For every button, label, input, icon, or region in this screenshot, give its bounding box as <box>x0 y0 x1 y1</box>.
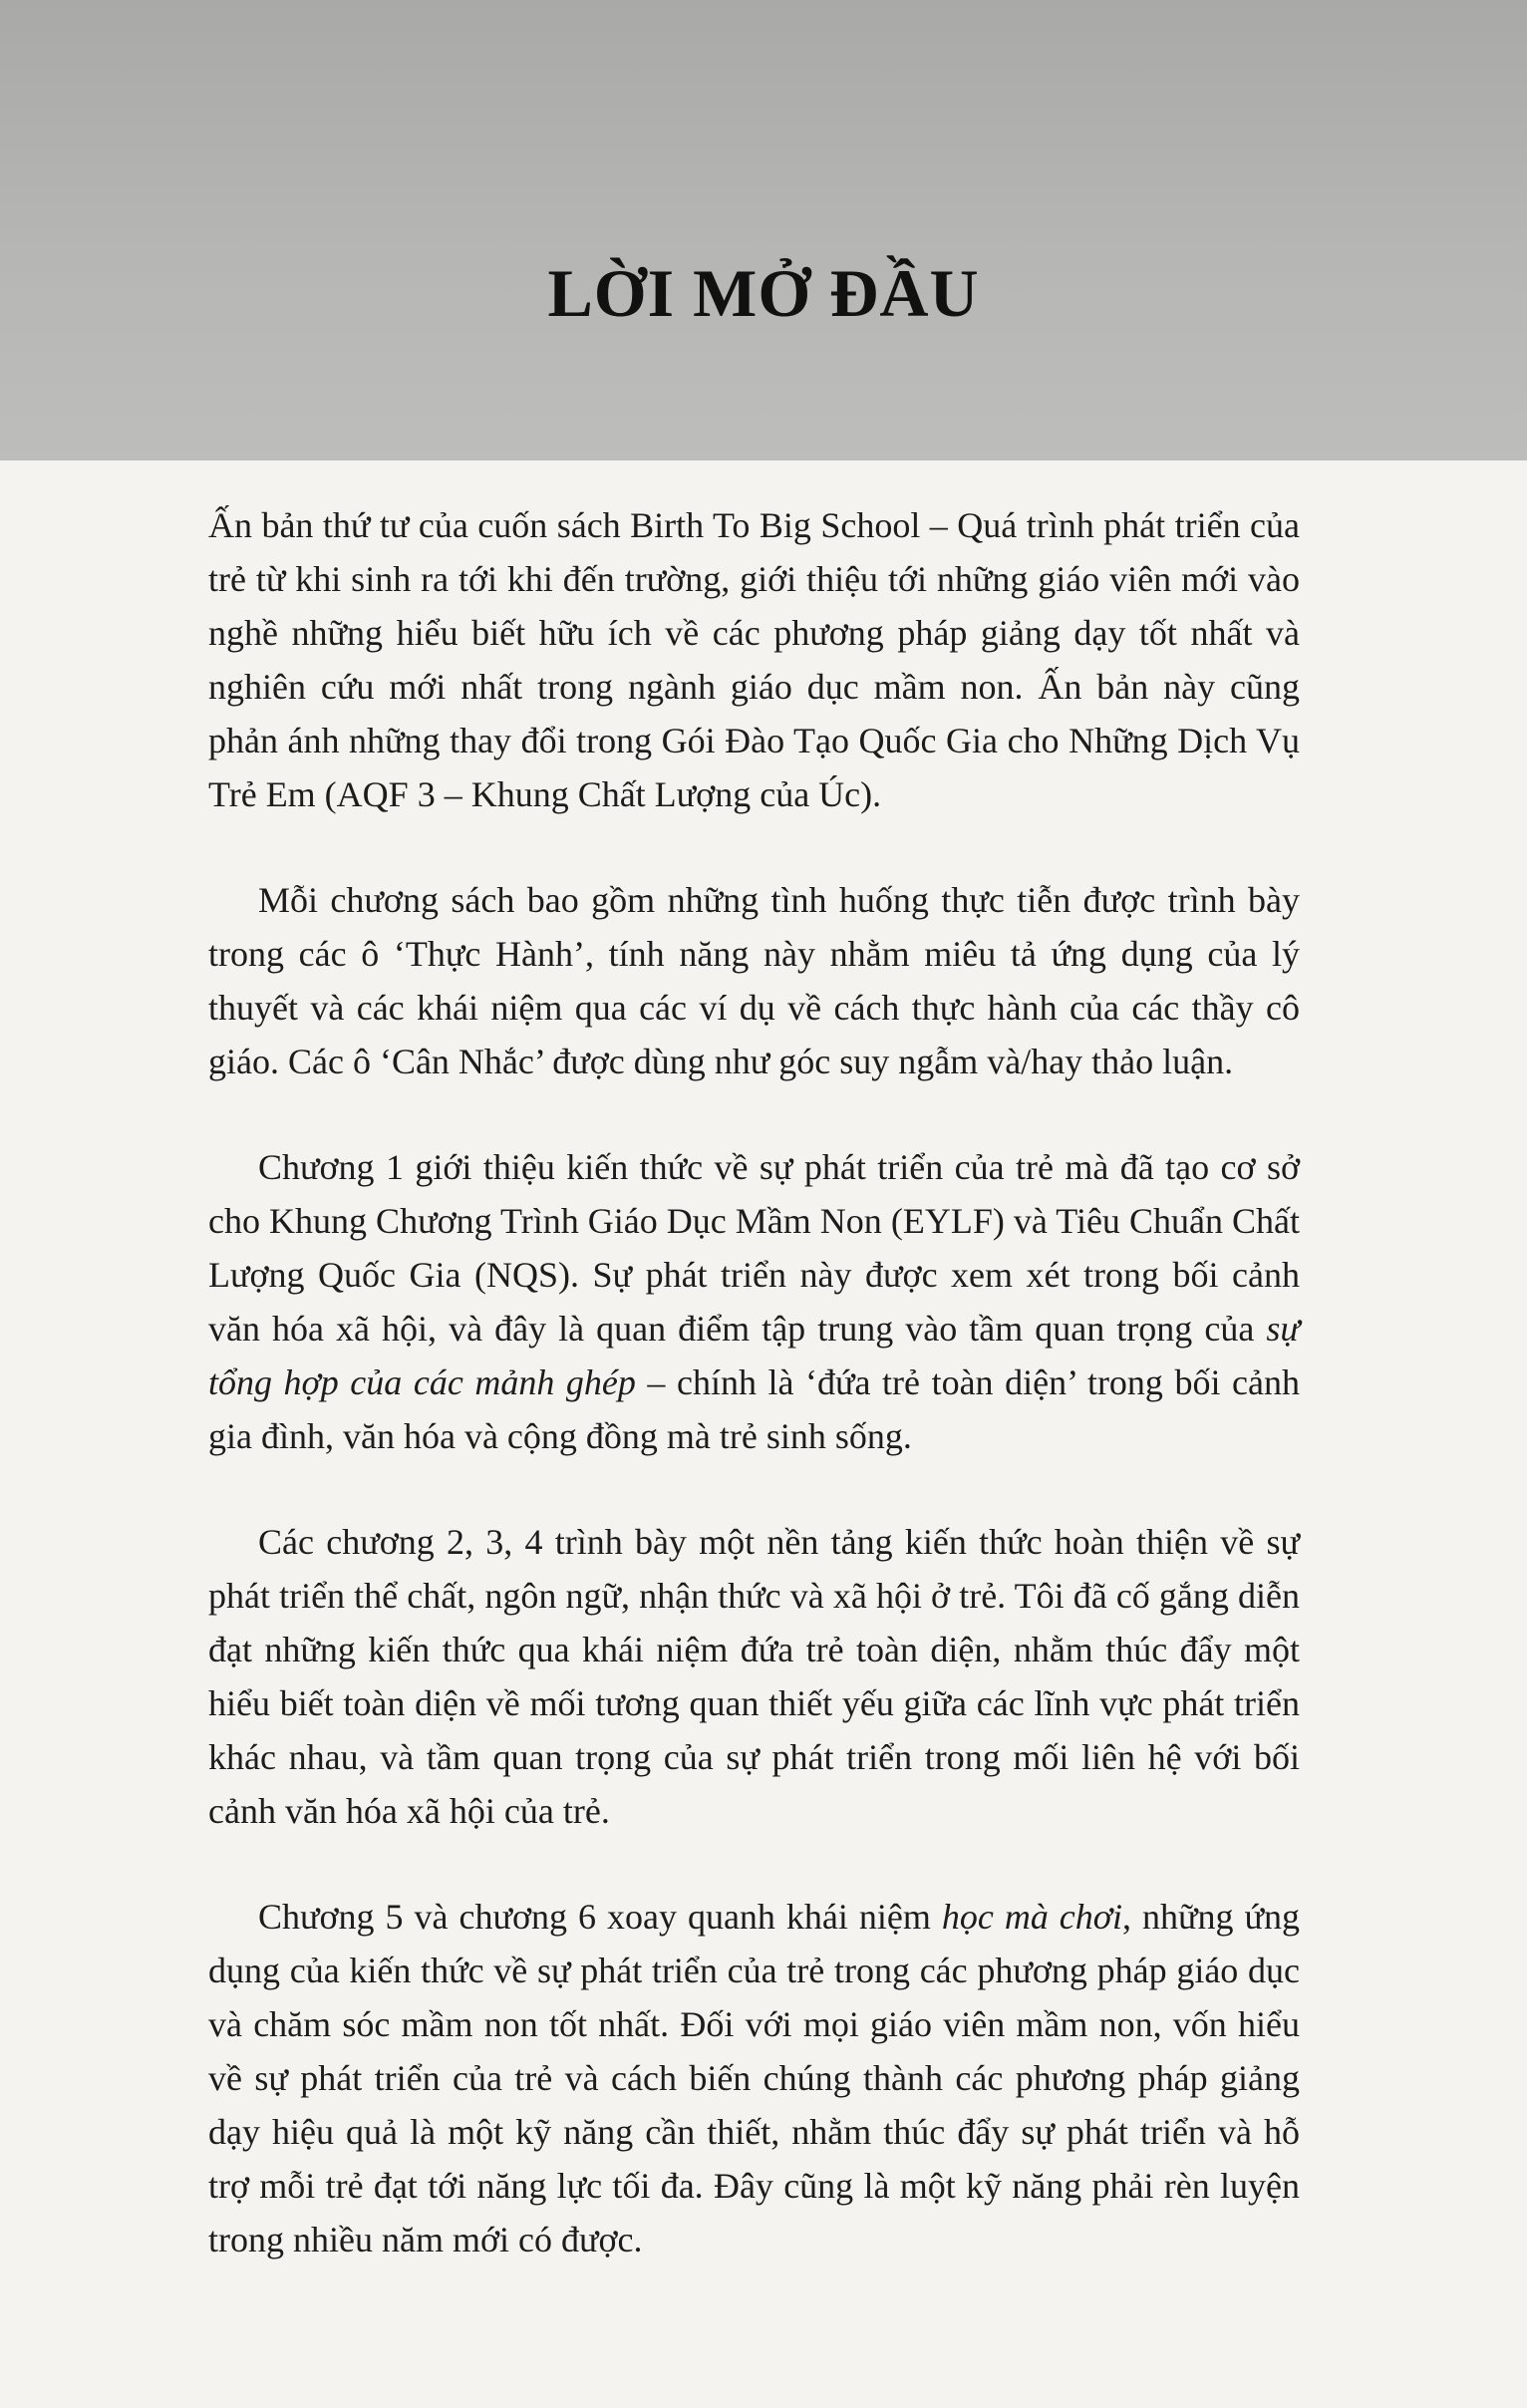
paragraph-2: Mỗi chương sách bao gồm những tình huống thực tiễn được trình bày trong các ô ‘Thực Hành’, tính năng này nhằm miêu tả ứng dụng của lý thuyết và các khái niệm qua các ví dụ về cách thực hành của các thầy cô giáo. Các ô ‘Cân Nhắc’ được dùng như góc suy ngẫm và/hay thảo luận. <box>208 880 1300 1081</box>
paragraph-1: Ấn bản thứ tư của cuốn sách Birth To Big School – Quá trình phát triển của trẻ từ khi sinh ra tới khi đến trường, giới thiệu tới những giáo viên mới vào nghề những hiểu biết hữu ích về các phương pháp giảng dạy tốt nhất và nghiên cứu mới nhất trong ngành giáo dục mầm non. Ấn bản này cũng phản ánh những thay đổi trong Gói Đào Tạo Quốc Gia cho Những Dịch Vụ Trẻ Em (AQF 3 – Khung Chất Lượng của Úc). <box>208 505 1300 814</box>
preface-body <box>208 498 1300 2318</box>
paragraph-3-text-b: – chính là ‘đứa trẻ toàn diện’ trong bối cảnh gia đình, văn hóa và cộng đồng mà trẻ sinh sống. <box>208 1362 1300 1456</box>
paragraph-5-emphasis: học mà chơi <box>941 1897 1122 1937</box>
paragraph-4: Các chương 2, 3, 4 trình bày một nền tảng kiến thức hoàn thiện về sự phát triển thể chất, ngôn ngữ, nhận thức và xã hội ở trẻ. Tôi đã cố gắng diễn đạt những kiến thức qua khái niệm đứa trẻ toàn diện, nhằm thúc đẩy một hiểu biết toàn diện về mối tương quan thiết yếu giữa các lĩnh vực phát triển khác nhau, và tầm quan trọng của sự phát triển trong mối liên hệ với bối cảnh văn hóa xã hội của trẻ. <box>208 1522 1300 1831</box>
paragraph-3 <box>208 1140 1300 1463</box>
header-band <box>0 0 1527 460</box>
paragraph-3-text-a: Chương 1 giới thiệu kiến thức về sự phát triển của trẻ mà đã tạo cơ sở cho Khung Chương Trình Giáo Dục Mầm Non (EYLF) và Tiêu Chuẩn Chất Lượng Quốc Gia (NQS). Sự phát triển này được xem xét trong bối cảnh văn hóa xã hội, và đây là quan điểm tập trung vào tầm quan trọng của <box>208 1147 1300 1349</box>
paragraph-5 <box>208 1890 1300 2266</box>
paragraph-5-text-b: , những ứng dụng của kiến thức về sự phát triển của trẻ trong các phương pháp giáo dục và chăm sóc mầm non tốt nhất. Đối với mọi giáo viên mầm non, vốn hiểu về sự phát triển của trẻ và cách biến chúng thành các phương pháp giảng dạy hiệu quả là một kỹ năng cần thiết, nhằm thúc đẩy sự phát triển và hỗ trợ mỗi trẻ đạt tới năng lực tối đa. Đây cũng là một kỹ năng phải rèn luyện trong nhiều năm mới có được. <box>208 1897 1300 2259</box>
page-title: LỜI MỞ ĐẦU <box>547 255 980 331</box>
paragraph-3-emphasis: sự tổng hợp của các mảnh ghép <box>208 1309 1300 1402</box>
paragraph-5-text-a: Chương 5 và chương 6 xoay quanh khái niệm <box>258 1897 942 1937</box>
